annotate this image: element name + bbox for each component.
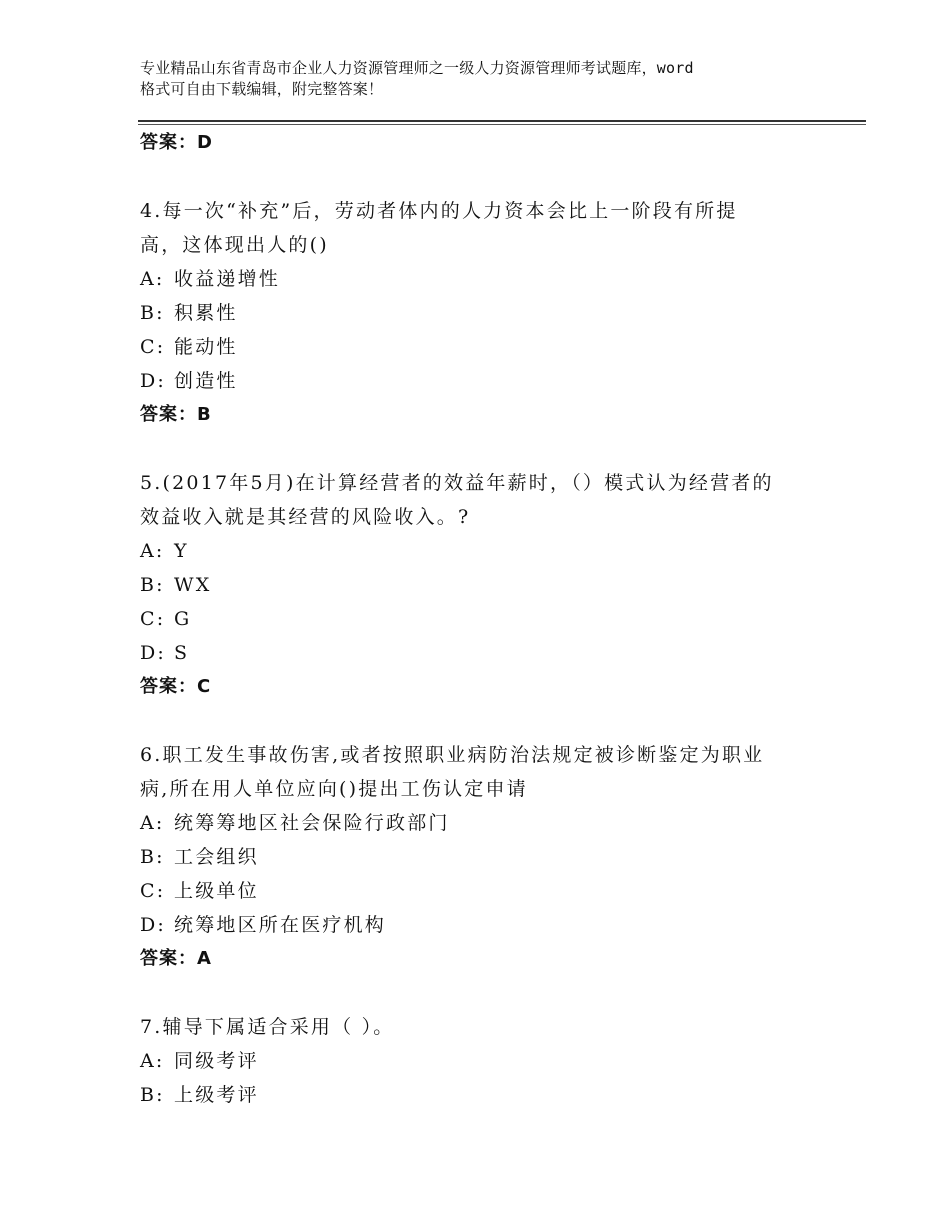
spacer <box>140 160 840 194</box>
header-rule-thin <box>138 124 866 125</box>
stem-line: 4.每一次“补充”后，劳动者体内的人力资本会比上一阶段有所提 <box>140 200 738 222</box>
document-header <box>140 58 840 100</box>
option-key: A: <box>140 268 165 290</box>
stem-line: 5.(2017年5月)在计算经营者的效益年薪时，（）模式认为经营者的 <box>140 472 774 494</box>
option-key: C: <box>140 336 166 358</box>
answer: 答案：A <box>140 948 212 969</box>
option-text: Y <box>174 540 189 562</box>
option-a <box>140 806 840 840</box>
option-text: 上级考评 <box>174 1084 259 1106</box>
option-b <box>140 840 840 874</box>
question-stem <box>140 466 840 534</box>
question-stem <box>140 194 840 262</box>
option-c <box>140 330 840 364</box>
option-text: 统筹筹地区社会保险行政部门 <box>174 812 450 834</box>
option-key: C: <box>140 880 166 902</box>
option-text: WX <box>174 574 212 596</box>
spacer <box>140 976 840 1010</box>
option-key: B: <box>140 1084 165 1106</box>
spacer <box>140 704 840 738</box>
option-key: A: <box>140 1050 165 1072</box>
answer: 答案：C <box>140 676 212 697</box>
option-key: B: <box>140 846 165 868</box>
option-key: B: <box>140 574 165 596</box>
option-key: D: <box>140 370 167 392</box>
option-key: A: <box>140 540 165 562</box>
option-b <box>140 296 840 330</box>
answer: 答案：B <box>140 404 212 425</box>
option-d <box>140 908 840 942</box>
question-list <box>140 126 840 1112</box>
option-key: C: <box>140 608 166 630</box>
option-text: G <box>174 608 192 630</box>
header-rule-thick <box>138 120 866 122</box>
header-line-2: 格式可自由下载编辑，附完整答案！ <box>140 80 384 98</box>
header-line-1: 专业精品山东省青岛市企业人力资源管理师之一级人力资源管理师考试题库，word <box>140 59 694 77</box>
option-text: 收益递增性 <box>174 268 281 290</box>
stem-line: 病,所在用人单位应向()提出工伤认定申请 <box>140 778 528 800</box>
option-key: D: <box>140 914 167 936</box>
answer-previous: 答案：D <box>140 132 213 153</box>
stem-line: 6.职工发生事故伤害,或者按照职业病防治法规定被诊断鉴定为职业 <box>140 744 765 766</box>
option-d <box>140 364 840 398</box>
option-key: B: <box>140 302 165 324</box>
question-4 <box>140 194 840 432</box>
spacer <box>140 432 840 466</box>
option-text: 工会组织 <box>174 846 259 868</box>
option-a <box>140 262 840 296</box>
option-text: 创造性 <box>174 370 238 392</box>
question-6 <box>140 738 840 976</box>
stem-line: 效益收入就是其经营的风险收入。? <box>140 506 471 528</box>
option-text: 积累性 <box>174 302 238 324</box>
question-stem <box>140 738 840 806</box>
question-5 <box>140 466 840 704</box>
option-c <box>140 602 840 636</box>
option-text: 统筹地区所在医疗机构 <box>174 914 387 936</box>
option-b <box>140 1078 840 1112</box>
stem-line: 高，这体现出人的() <box>140 234 329 256</box>
option-text: 同级考评 <box>174 1050 259 1072</box>
option-b <box>140 568 840 602</box>
option-text: 上级单位 <box>174 880 259 902</box>
option-a <box>140 534 840 568</box>
option-c <box>140 874 840 908</box>
option-text: 能动性 <box>174 336 238 358</box>
question-stem <box>140 1010 840 1044</box>
stem-line: 7.辅导下属适合采用（ ）。 <box>140 1016 395 1038</box>
option-key: A: <box>140 812 165 834</box>
option-text: S <box>174 642 190 664</box>
option-key: D: <box>140 642 167 664</box>
question-7 <box>140 1010 840 1112</box>
option-a <box>140 1044 840 1078</box>
option-d <box>140 636 840 670</box>
